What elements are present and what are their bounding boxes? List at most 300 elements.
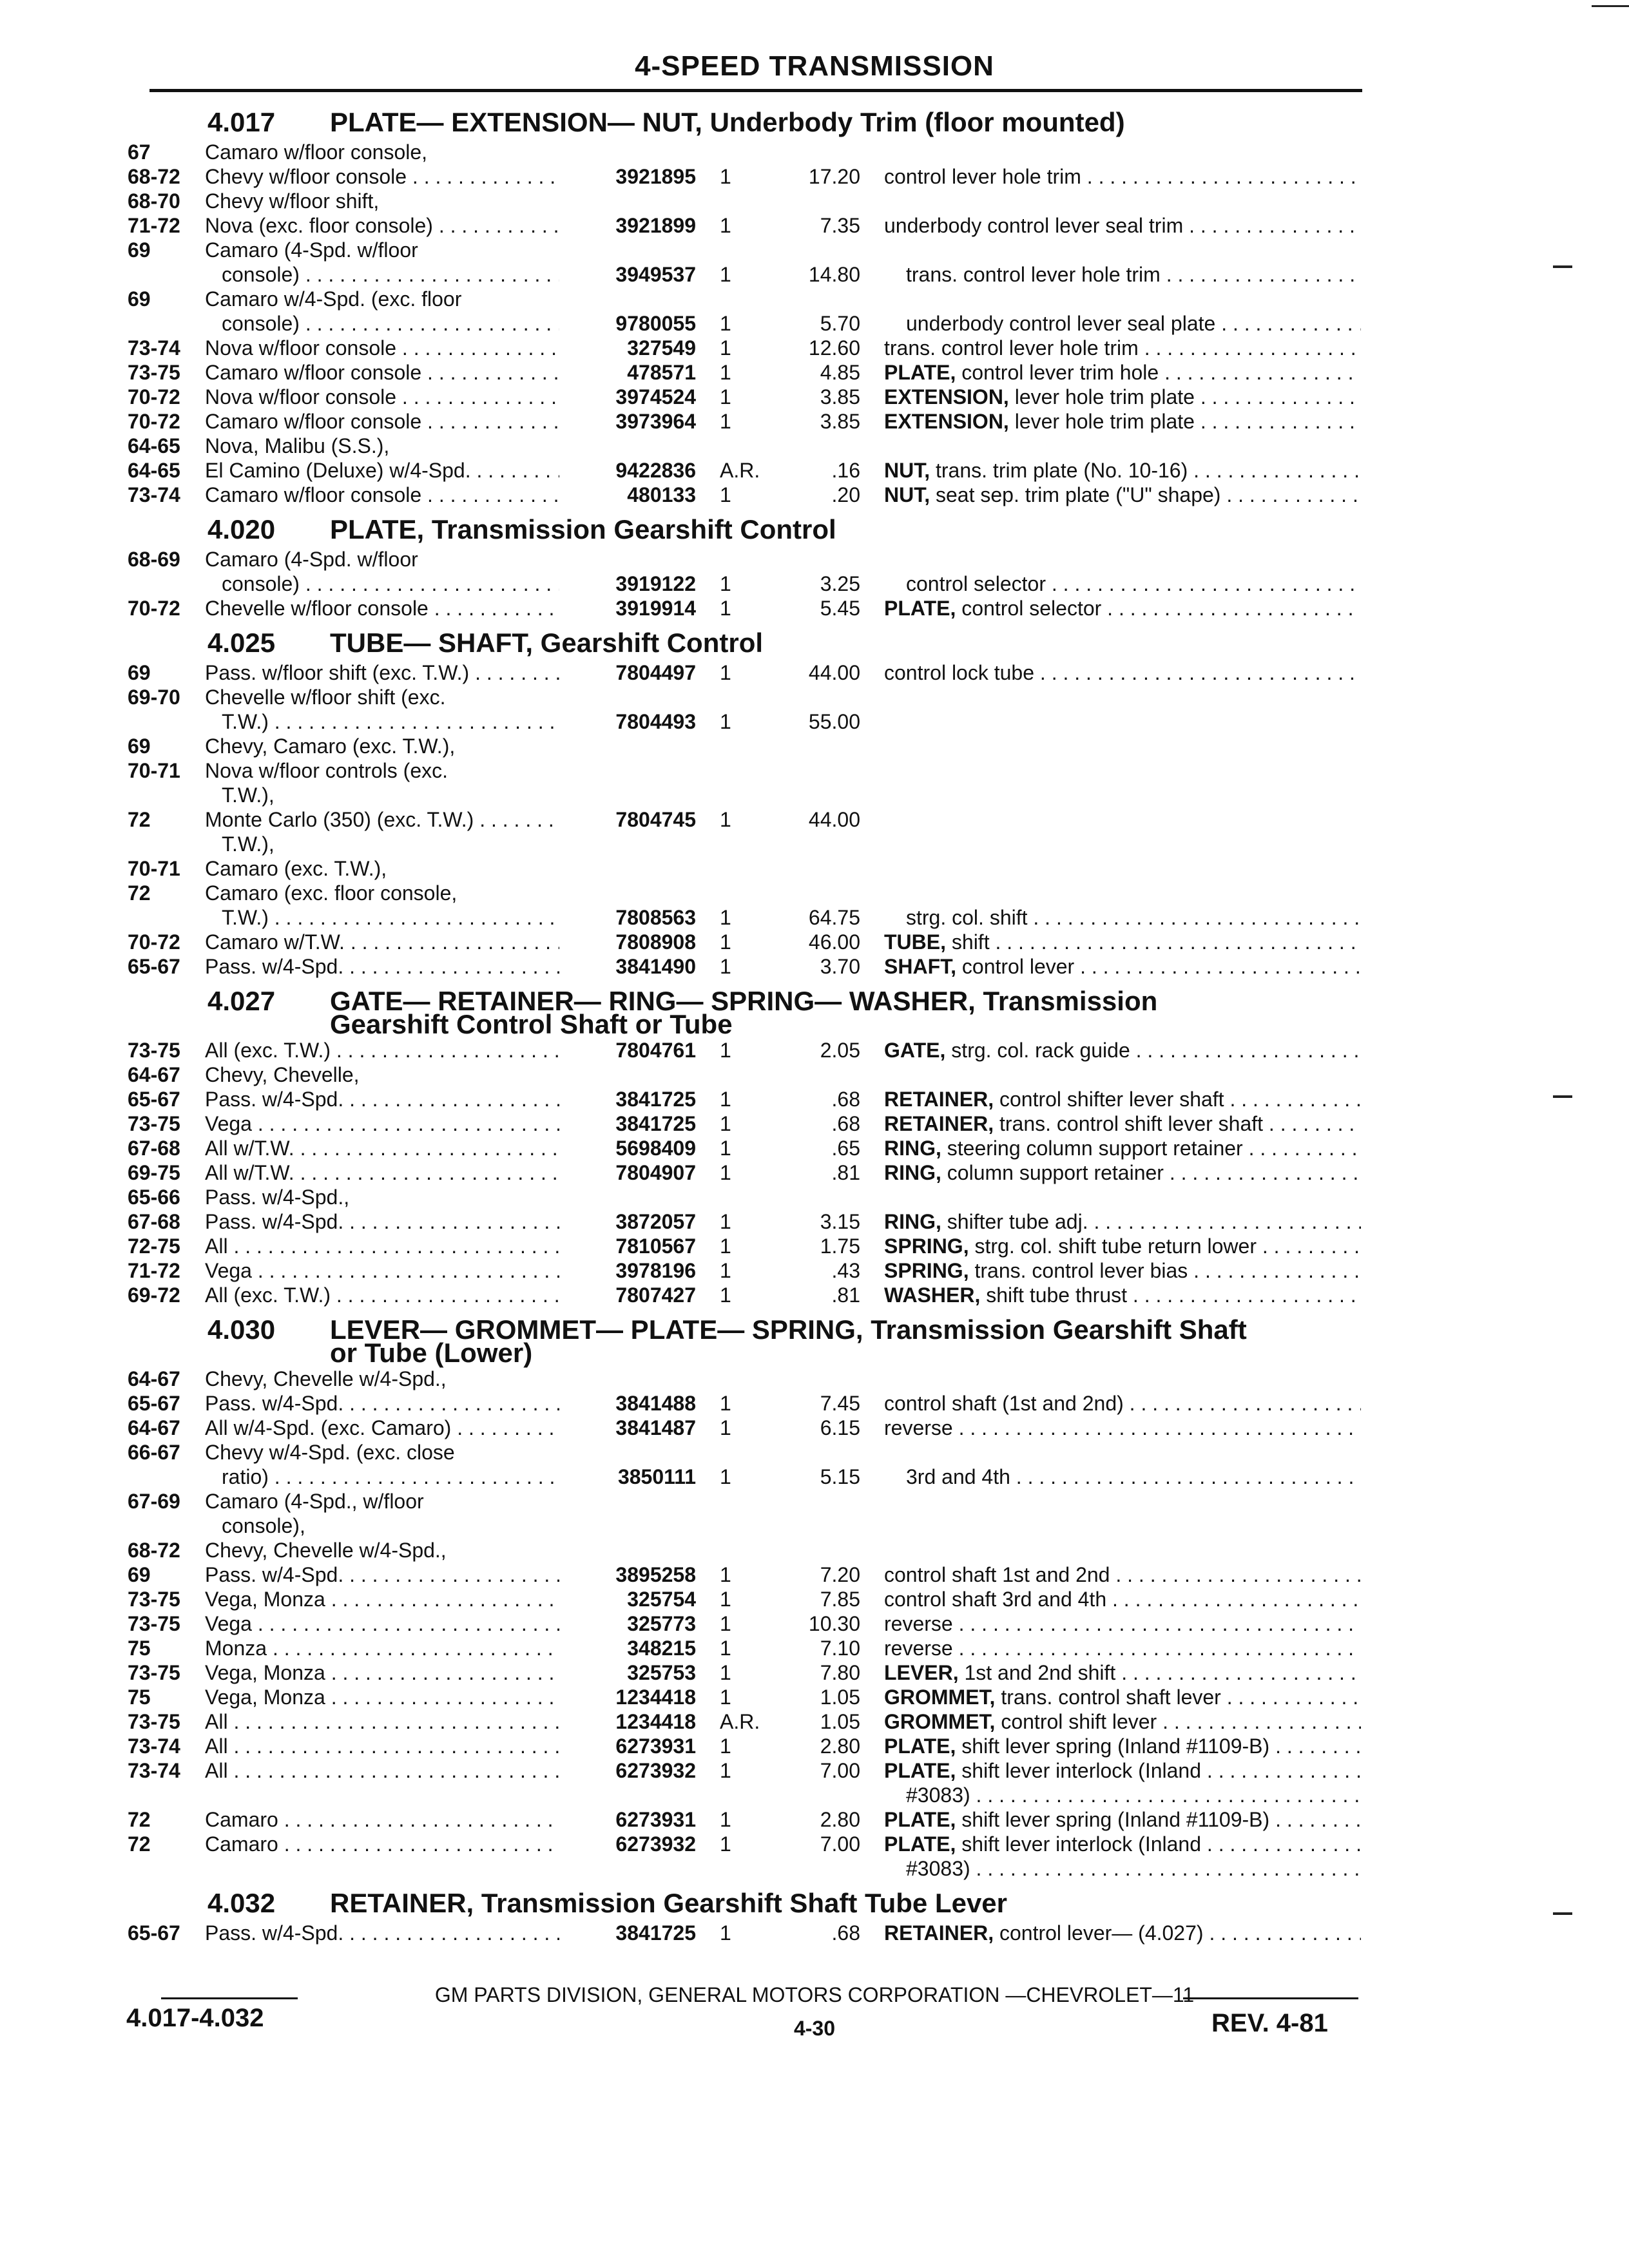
part-number: 3841725 xyxy=(615,1921,696,1945)
description-text: control lever trim hole xyxy=(961,361,1159,384)
application: All (exc. T.W.) . . . xyxy=(205,1283,559,1307)
section-heading xyxy=(207,629,763,657)
part-description xyxy=(884,955,1361,978)
model-years: 73-74 xyxy=(128,1759,180,1782)
model-years: 69-75 xyxy=(128,1161,180,1184)
list-price: 5.70 xyxy=(820,312,860,335)
part-number: 325753 xyxy=(627,1661,696,1684)
quantity: 1 xyxy=(720,1612,731,1635)
quantity: 1 xyxy=(720,955,731,978)
application: Camaro (exc. floor console, xyxy=(205,881,458,905)
list-price: 7.80 xyxy=(820,1661,860,1684)
part-description xyxy=(884,263,1361,286)
application: Vega, Monza . . . xyxy=(205,1686,559,1709)
quantity: 1 xyxy=(720,263,731,286)
model-years: 64-67 xyxy=(128,1367,180,1390)
quantity: 1 xyxy=(720,1283,731,1307)
list-price: .68 xyxy=(831,1112,860,1135)
application: Camaro w/floor console . . . xyxy=(205,410,559,433)
quantity: 1 xyxy=(720,361,731,384)
part-name: PLATE, xyxy=(884,361,956,384)
part-row xyxy=(0,597,1629,620)
application: Monte Carlo (350) (exc. T.W.) . . . xyxy=(205,808,559,831)
part-number: 7804497 xyxy=(615,661,696,684)
part-number: 6273931 xyxy=(615,1735,696,1758)
part-number: 3841488 xyxy=(615,1392,696,1415)
model-years: 72 xyxy=(128,1808,151,1831)
part-name: GROMMET, xyxy=(884,1686,996,1709)
part-row xyxy=(0,1465,1629,1488)
application: All . . . xyxy=(205,1710,559,1733)
part-name: RETAINER, xyxy=(884,1921,994,1945)
application: All . . . xyxy=(205,1235,559,1258)
list-price: 3.85 xyxy=(820,385,860,408)
part-description xyxy=(884,1416,1361,1439)
part-name: GROMMET, xyxy=(884,1710,996,1733)
application: Nova w/floor console . . . xyxy=(205,336,559,360)
application: ratio) . . . xyxy=(205,1465,559,1488)
part-number: 7804907 xyxy=(615,1161,696,1184)
model-years: 72 xyxy=(128,881,151,905)
application: Chevelle w/floor console . . . xyxy=(205,597,559,620)
quantity: 1 xyxy=(720,1921,731,1945)
application: Nova, Malibu (S.S.), xyxy=(205,434,390,457)
model-years: 68-72 xyxy=(128,1539,180,1562)
list-price: 4.85 xyxy=(820,361,860,384)
part-number: 3974524 xyxy=(615,385,696,408)
quantity: 1 xyxy=(720,1686,731,1709)
application: Camaro w/floor console . . . xyxy=(205,361,559,384)
model-years: 75 xyxy=(128,1686,151,1709)
header-rule xyxy=(149,89,1362,92)
description-text: shift tube thrust xyxy=(986,1283,1128,1307)
part-row xyxy=(0,1637,1629,1660)
model-years: 67-69 xyxy=(128,1490,180,1513)
part-name: RETAINER, xyxy=(884,1112,994,1135)
application: Pass. w/4-Spd. . . . xyxy=(205,1563,559,1586)
part-row xyxy=(0,483,1629,506)
list-price: 5.45 xyxy=(820,597,860,620)
part-row xyxy=(0,710,1629,733)
application: Nova w/floor controls (exc. xyxy=(205,759,448,782)
application: Pass. w/4-Spd. . . . xyxy=(205,955,559,978)
part-row xyxy=(0,238,1629,262)
list-price: 2.80 xyxy=(820,1808,860,1831)
model-years: 72 xyxy=(128,808,151,831)
description-text: shifter tube adj. xyxy=(947,1210,1088,1233)
part-row xyxy=(0,140,1629,164)
quantity: 1 xyxy=(720,597,731,620)
model-years: 73-75 xyxy=(128,1661,180,1684)
section-number: 4.020 xyxy=(207,514,276,544)
application: Vega . . . xyxy=(205,1112,559,1135)
part-number: 9422836 xyxy=(615,459,696,482)
model-years: 68-69 xyxy=(128,548,180,571)
part-row xyxy=(0,312,1629,335)
description-text: trans. control lever hole trim xyxy=(906,263,1161,286)
model-years: 73-74 xyxy=(128,336,180,360)
list-price: .68 xyxy=(831,1921,860,1945)
application: Chevy, Chevelle, xyxy=(205,1063,360,1086)
model-years: 69 xyxy=(128,287,151,311)
part-number: 1234418 xyxy=(615,1710,696,1733)
part-description xyxy=(884,165,1361,188)
application: Monza . . . xyxy=(205,1637,559,1660)
list-price: .16 xyxy=(831,459,860,482)
part-number: 7808908 xyxy=(615,930,696,954)
part-name: RING, xyxy=(884,1161,941,1184)
quantity: 1 xyxy=(720,1588,731,1611)
description-text: control selector xyxy=(906,572,1046,595)
application: Chevy, Chevelle w/4-Spd., xyxy=(205,1539,447,1562)
application: Vega . . . xyxy=(205,1612,559,1635)
description-text: seat sep. trim plate ("U" shape) xyxy=(936,483,1221,506)
part-row xyxy=(0,808,1629,831)
part-name: PLATE, xyxy=(884,1808,956,1831)
part-row xyxy=(0,1514,1629,1537)
part-row xyxy=(0,906,1629,929)
part-row xyxy=(0,1186,1629,1209)
part-name: RING, xyxy=(884,1210,941,1233)
part-row xyxy=(0,1088,1629,1111)
model-years: 66-67 xyxy=(128,1441,180,1464)
application: Camaro (4-Spd. w/floor xyxy=(205,548,418,571)
list-price: 44.00 xyxy=(808,661,860,684)
application: Camaro w/floor console . . . xyxy=(205,483,559,506)
application: Camaro (4-Spd. w/floor xyxy=(205,238,418,262)
part-row xyxy=(0,686,1629,709)
part-number: 3919122 xyxy=(615,572,696,595)
footer-division: GM PARTS DIVISION, GENERAL MOTORS CORPORATION —CHEVROLET—11 xyxy=(434,1983,1195,2006)
description-text: control shift lever xyxy=(1001,1710,1157,1733)
description-text: control selector xyxy=(961,597,1102,620)
list-price: .68 xyxy=(831,1088,860,1111)
part-row xyxy=(0,572,1629,595)
part-row xyxy=(0,434,1629,457)
list-price: 64.75 xyxy=(808,906,860,929)
model-years: 73-74 xyxy=(128,1735,180,1758)
list-price: 2.80 xyxy=(820,1735,860,1758)
application: Camaro (4-Spd., w/floor xyxy=(205,1490,424,1513)
part-description xyxy=(884,385,1361,408)
application: Chevy w/4-Spd. (exc. close xyxy=(205,1441,455,1464)
part-description xyxy=(884,1759,1361,1782)
description-text: control shaft (1st and 2nd) xyxy=(884,1392,1124,1415)
part-description xyxy=(884,1612,1361,1635)
part-description xyxy=(884,214,1361,237)
quantity: 1 xyxy=(720,1832,731,1856)
application: All w/4-Spd. (exc. Camaro) . . . xyxy=(205,1416,559,1439)
part-number: 3973964 xyxy=(615,410,696,433)
list-price: 2.05 xyxy=(820,1039,860,1062)
part-description xyxy=(884,1259,1361,1282)
quantity: 1 xyxy=(720,661,731,684)
section-number: 4.025 xyxy=(207,628,276,658)
part-row xyxy=(0,459,1629,482)
part-number: 327549 xyxy=(627,336,696,360)
part-number: 7804761 xyxy=(615,1039,696,1062)
part-number: 7804745 xyxy=(615,808,696,831)
part-row xyxy=(0,1416,1629,1439)
quantity: 1 xyxy=(720,1465,731,1488)
description-text: steering column support retainer xyxy=(947,1137,1243,1160)
list-price: 55.00 xyxy=(808,710,860,733)
section-title: PLATE, Transmission Gearshift Control xyxy=(330,514,836,544)
scan-corner-mark xyxy=(1592,5,1629,7)
section-number: 4.030 xyxy=(207,1314,276,1345)
model-years: 73-74 xyxy=(128,483,180,506)
list-price: 14.80 xyxy=(808,263,860,286)
part-row xyxy=(0,1161,1629,1184)
part-row xyxy=(0,1921,1629,1945)
quantity: 1 xyxy=(720,1637,731,1660)
list-price: 1.75 xyxy=(820,1235,860,1258)
part-row xyxy=(0,759,1629,782)
list-price: 3.85 xyxy=(820,410,860,433)
list-price: 3.25 xyxy=(820,572,860,595)
quantity: 1 xyxy=(720,1563,731,1586)
part-row xyxy=(0,1759,1629,1782)
part-number: 1234418 xyxy=(615,1686,696,1709)
application: Pass. w/4-Spd. . . . xyxy=(205,1392,559,1415)
model-years: 73-75 xyxy=(128,1612,180,1635)
quantity: 1 xyxy=(720,165,731,188)
model-years: 73-75 xyxy=(128,1112,180,1135)
application: Nova (exc. floor console) . . . xyxy=(205,214,559,237)
part-description xyxy=(884,1283,1361,1307)
description-text: control lock tube xyxy=(884,661,1035,684)
part-row xyxy=(0,783,1629,807)
part-number: 480133 xyxy=(627,483,696,506)
part-description xyxy=(884,1921,1361,1945)
part-number: 7804493 xyxy=(615,710,696,733)
model-years: 70-72 xyxy=(128,597,180,620)
quantity: 1 xyxy=(720,808,731,831)
application: Camaro (exc. T.W.), xyxy=(205,857,387,880)
part-row xyxy=(0,287,1629,311)
application: T.W.), xyxy=(222,832,275,856)
part-row xyxy=(0,1563,1629,1586)
quantity: 1 xyxy=(720,1112,731,1135)
part-description xyxy=(884,1563,1361,1586)
part-description xyxy=(884,1686,1361,1709)
part-number: 7808563 xyxy=(615,906,696,929)
part-description xyxy=(884,572,1361,595)
part-number: 6273932 xyxy=(615,1832,696,1856)
description-text: shift lever interlock (Inland xyxy=(961,1832,1202,1856)
part-row xyxy=(0,1283,1629,1307)
description-text: reverse xyxy=(884,1416,953,1439)
quantity: 1 xyxy=(720,385,731,408)
part-description xyxy=(884,1039,1361,1062)
part-row xyxy=(0,1137,1629,1160)
section-title: TUBE— SHAFT, Gearshift Control xyxy=(330,628,764,658)
quantity: 1 xyxy=(720,1259,731,1282)
quantity: 1 xyxy=(720,1416,731,1439)
model-years: 69-72 xyxy=(128,1283,180,1307)
quantity: 1 xyxy=(720,1661,731,1684)
part-number: 3921899 xyxy=(615,214,696,237)
part-number: 7810567 xyxy=(615,1235,696,1258)
part-row xyxy=(0,1832,1629,1856)
list-price: 7.10 xyxy=(820,1637,860,1660)
part-number: 3919914 xyxy=(615,597,696,620)
quantity: 1 xyxy=(720,1161,731,1184)
quantity: 1 xyxy=(720,1235,731,1258)
part-row xyxy=(0,1392,1629,1415)
part-description xyxy=(884,1661,1361,1684)
part-description xyxy=(884,336,1361,360)
description-text: trans. control lever hole trim xyxy=(884,336,1139,360)
footer-revision: REV. 4-81 xyxy=(1211,2009,1328,2037)
part-description xyxy=(884,906,1361,929)
model-years: 67-68 xyxy=(128,1137,180,1160)
application: Chevy, Chevelle w/4-Spd., xyxy=(205,1367,447,1390)
part-description xyxy=(884,361,1361,384)
list-price: 7.20 xyxy=(820,1563,860,1586)
list-price: 44.00 xyxy=(808,808,860,831)
part-number: 3949537 xyxy=(615,263,696,286)
application: Chevelle w/floor shift (exc. xyxy=(205,686,446,709)
model-years: 68-70 xyxy=(128,189,180,213)
quantity: 1 xyxy=(720,483,731,506)
part-number: 3841490 xyxy=(615,955,696,978)
description-text: lever hole trim plate xyxy=(1014,385,1195,408)
scan-margin-mark xyxy=(1553,1095,1572,1098)
part-name: PLATE, xyxy=(884,597,956,620)
description-text: underbody control lever seal plate xyxy=(906,312,1216,335)
model-years: 71-72 xyxy=(128,1259,180,1282)
description-text: 1st and 2nd shift xyxy=(964,1661,1116,1684)
part-number: 5698409 xyxy=(615,1137,696,1160)
quantity: 1 xyxy=(720,1392,731,1415)
list-price: 7.00 xyxy=(820,1759,860,1782)
description-text: shift xyxy=(951,930,990,954)
part-row xyxy=(0,955,1629,978)
application: Chevy w/floor console . . . xyxy=(205,165,559,188)
part-row xyxy=(0,1686,1629,1709)
application: All . . . xyxy=(205,1735,559,1758)
part-row xyxy=(0,1539,1629,1562)
application: console), xyxy=(222,1514,305,1537)
list-price: 7.45 xyxy=(820,1392,860,1415)
list-price: .43 xyxy=(831,1259,860,1282)
part-description xyxy=(884,1465,1361,1488)
part-description xyxy=(884,1161,1361,1184)
application: T.W.), xyxy=(222,783,275,807)
part-description xyxy=(884,1783,1361,1807)
section-heading xyxy=(207,515,836,544)
application: All w/T.W. . . . xyxy=(205,1137,559,1160)
description-text: reverse xyxy=(884,1637,953,1660)
part-description xyxy=(884,1137,1361,1160)
part-row xyxy=(0,1112,1629,1135)
part-row xyxy=(0,930,1629,954)
part-row xyxy=(0,1612,1629,1635)
part-number: 6273931 xyxy=(615,1808,696,1831)
list-price: 1.05 xyxy=(820,1686,860,1709)
description-text: reverse xyxy=(884,1612,953,1635)
part-name: PLATE, xyxy=(884,1759,956,1782)
part-row xyxy=(0,832,1629,856)
quantity: 1 xyxy=(720,906,731,929)
part-number: 3841725 xyxy=(615,1088,696,1111)
part-number: 6273932 xyxy=(615,1759,696,1782)
quantity: 1 xyxy=(720,410,731,433)
model-years: 65-67 xyxy=(128,1392,180,1415)
description-text: #3083) xyxy=(906,1857,970,1880)
part-description xyxy=(884,1235,1361,1258)
description-text: control lever— (4.027) xyxy=(999,1921,1204,1945)
part-row xyxy=(0,857,1629,880)
part-name: WASHER, xyxy=(884,1283,981,1307)
part-row xyxy=(0,361,1629,384)
part-name: PLATE, xyxy=(884,1735,956,1758)
application: Vega, Monza . . . xyxy=(205,1588,559,1611)
model-years: 68-72 xyxy=(128,165,180,188)
description-text: control shifter lever shaft xyxy=(999,1088,1224,1111)
application: Pass. w/4-Spd. . . . xyxy=(205,1921,559,1945)
application: Chevy, Camaro (exc. T.W.), xyxy=(205,735,456,758)
part-row xyxy=(0,661,1629,684)
section-title: GATE— RETAINER— RING— SPRING— WASHER, Transmission xyxy=(330,986,1158,1016)
quantity: 1 xyxy=(720,930,731,954)
application: Camaro w/4-Spd. (exc. floor xyxy=(205,287,462,311)
list-price: 17.20 xyxy=(808,165,860,188)
application: console) . . . xyxy=(205,263,559,286)
part-row xyxy=(0,1039,1629,1062)
application: console) . . . xyxy=(205,312,559,335)
quantity: A.R. xyxy=(720,459,760,482)
part-name: GATE, xyxy=(884,1039,946,1062)
quantity: 1 xyxy=(720,312,731,335)
model-years: 64-65 xyxy=(128,459,180,482)
quantity: 1 xyxy=(720,1735,731,1758)
description-text: shift lever spring (Inland #1109-B) xyxy=(961,1808,1270,1831)
model-years: 69 xyxy=(128,1563,151,1586)
model-years: 70-72 xyxy=(128,410,180,433)
part-row xyxy=(0,165,1629,188)
description-text: trans. control shift lever shaft xyxy=(999,1112,1264,1135)
model-years: 64-65 xyxy=(128,434,180,457)
model-years: 65-67 xyxy=(128,1921,180,1945)
model-years: 69 xyxy=(128,735,151,758)
description-text: control shaft 1st and 2nd xyxy=(884,1563,1110,1586)
part-name: SPRING, xyxy=(884,1235,969,1258)
part-description xyxy=(884,312,1361,335)
part-description xyxy=(884,1392,1361,1415)
model-years: 71-72 xyxy=(128,214,180,237)
section-title-continued: Gearshift Control Shaft or Tube xyxy=(330,1009,733,1039)
quantity: 1 xyxy=(720,1808,731,1831)
part-number: 3895258 xyxy=(615,1563,696,1586)
model-years: 67-68 xyxy=(128,1210,180,1233)
quantity: 1 xyxy=(720,1088,731,1111)
model-years: 65-67 xyxy=(128,955,180,978)
part-description xyxy=(884,1857,1361,1880)
scan-margin-mark xyxy=(1553,265,1572,268)
part-description xyxy=(884,1735,1361,1758)
description-text: control lever xyxy=(961,955,1075,978)
application: Camaro w/floor console, xyxy=(205,140,428,164)
model-years: 65-67 xyxy=(128,1088,180,1111)
part-number: 3841725 xyxy=(615,1112,696,1135)
part-description xyxy=(884,410,1361,433)
part-number: 3841487 xyxy=(615,1416,696,1439)
part-description xyxy=(884,597,1361,620)
part-number: 9780055 xyxy=(615,312,696,335)
part-description xyxy=(884,930,1361,954)
